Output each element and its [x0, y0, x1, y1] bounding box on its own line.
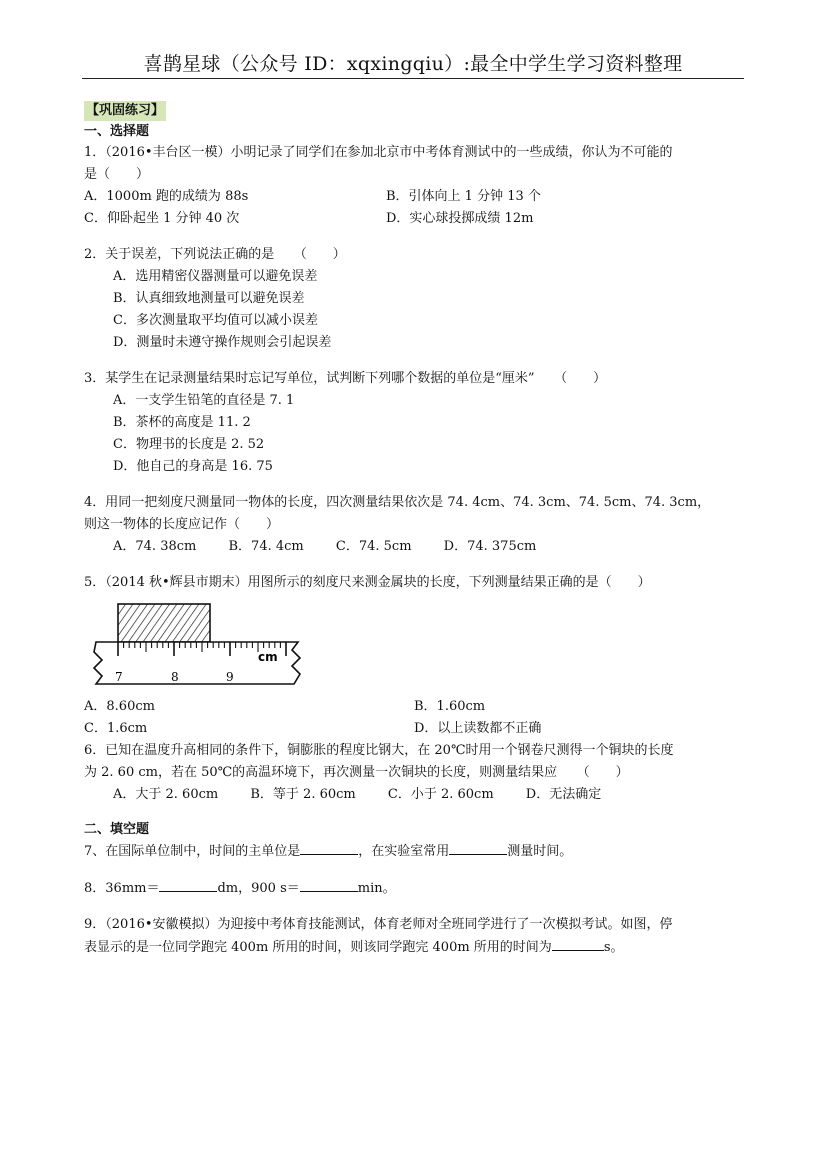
q3-option-d: D．他自己的身高是 16. 75 — [113, 459, 273, 474]
q8-blank-2 — [300, 877, 358, 892]
q4-stem-line2: 则这一物体的长度应记作（ ） — [84, 517, 280, 532]
q7-text-1: 7、在国际单位制中，时间的主单位是 — [84, 844, 301, 859]
question-2 — [84, 244, 744, 354]
q2-option-a: A．选用精密仪器测量可以避免误差 — [113, 269, 318, 284]
ruler-unit: cm — [258, 650, 278, 664]
question-4 — [84, 492, 744, 558]
q9-line2-text: 表显示的是一位同学跑完 400m 所用的时间，则该同学跑完 400m 所用的时间为 — [84, 940, 552, 955]
q1-option-d: D．实心球投掷成绩 12m — [386, 211, 534, 226]
q2-stem: 2．关于误差，下列说法正确的是 （ ） — [84, 247, 346, 262]
question-7 — [84, 840, 744, 863]
q1-option-c: C．仰卧起坐 1 分钟 40 次 — [84, 211, 240, 226]
q6-option-a: A．大于 2. 60cm — [113, 787, 219, 802]
q6-option-d: D．无法确定 — [525, 787, 602, 802]
page-header: 喜鹊星球（公众号 ID：xqxingqiu）:最全中学生学习资料整理 — [143, 53, 683, 75]
q7-text-3: 测量时间。 — [507, 844, 573, 859]
q7-blank-2 — [449, 840, 507, 855]
q5-option-a: A．8.60cm — [84, 699, 155, 714]
ruler-label-8: 8 — [171, 670, 179, 684]
q5-stem: 5．（2014 秋•辉县市期末）用图所示的刻度尺来测金属块的长度，下列测量结果正确的是（ ） — [84, 575, 651, 590]
q3-stem: 3．某学生在记录测量结果时忘记写单位，试判断下列哪个数据的单位是“厘米” （ ） — [84, 371, 607, 386]
q1-option-b: B．引体向上 1 分钟 13 个 — [386, 189, 541, 204]
q9-line1: 9．（2016•安徽模拟）为迎接中考体育技能测试，体育老师对全班同学进行了一次模拟考试。如图，停 — [84, 917, 673, 932]
q7-blank-1 — [300, 840, 358, 855]
q6-option-c: C．小于 2. 60cm — [387, 787, 494, 802]
q4-option-a: A．74. 38cm — [113, 539, 197, 554]
ruler-label-9: 9 — [226, 670, 234, 684]
q8-blank-1 — [159, 877, 217, 892]
q8-text-2: dm，900 s＝ — [217, 881, 300, 896]
ruler-label-7: 7 — [115, 670, 123, 684]
q1-option-a: A．1000m 跑的成绩为 88s — [84, 189, 249, 204]
q8-text-1: 8．36mm＝ — [84, 881, 160, 896]
q5-option-b: B．1.60cm — [414, 699, 486, 714]
question-6 — [84, 740, 744, 806]
q3-option-c: C．物理书的长度是 2. 52 — [113, 437, 265, 452]
worksheet — [84, 100, 744, 959]
question-8 — [84, 877, 744, 900]
section-tag: 【巩固练习】 — [84, 101, 166, 121]
ruler-diagram — [90, 602, 310, 692]
q6-stem-line1: 6．已知在温度升高相同的条件下，铜膨胀的程度比钢大，在 20℃时用一个钢卷尺测得一个铜块的长度 — [84, 743, 674, 758]
q9-line2-end: s。 — [603, 940, 624, 955]
q1-stem-line2: 是（ ） — [84, 167, 150, 182]
q4-stem-line1: 4．用同一把刻度尺测量同一物体的长度，四次测量结果依次是 74. 4cm、74. 3cm、74. 5cm、74. 3cm， — [84, 495, 711, 510]
q7-text-2: ，在实验室常用 — [358, 844, 450, 859]
q2-option-c: C．多次测量取平均值可以减小误差 — [113, 313, 318, 328]
question-5 — [84, 572, 744, 740]
q2-option-b: B．认真细致地测量可以避免误差 — [113, 291, 305, 306]
q4-option-c: C．74. 5cm — [335, 539, 412, 554]
q2-option-d: D．测量时未遵守操作规则会引起误差 — [113, 335, 332, 350]
q5-option-c: C．1.6cm — [84, 721, 148, 736]
q3-option-b: B．茶杯的高度是 11. 2 — [113, 415, 251, 430]
q4-option-b: B．74. 4cm — [228, 539, 304, 554]
question-3 — [84, 368, 744, 478]
q5-option-d: D．以上读数都不正确 — [414, 721, 542, 736]
ruler-figure — [90, 602, 310, 692]
section-fill: 二、填空题 — [84, 822, 150, 837]
question-1 — [84, 142, 744, 230]
q9-blank — [552, 936, 604, 951]
q3-option-a: A．一支学生铅笔的直径是 7. 1 — [113, 393, 295, 408]
q6-option-b: B．等于 2. 60cm — [250, 787, 356, 802]
question-9 — [84, 914, 744, 959]
header-rule — [82, 78, 744, 79]
section-choice: 一、选择题 — [84, 124, 150, 139]
q6-stem-line2: 为 2. 60 cm，若在 50℃的高温环境下，再次测量一次铜块的长度，则测量结果应 （ ） — [84, 765, 629, 780]
q1-stem-line1: 1．（2016•丰台区一模）小明记录了同学们在参加北京市中考体育测试中的一些成绩，你认为不可能的 — [84, 145, 673, 160]
q8-text-3: min。 — [357, 881, 396, 896]
q4-option-d: D．74. 375cm — [443, 539, 537, 554]
metal-block — [118, 604, 210, 642]
